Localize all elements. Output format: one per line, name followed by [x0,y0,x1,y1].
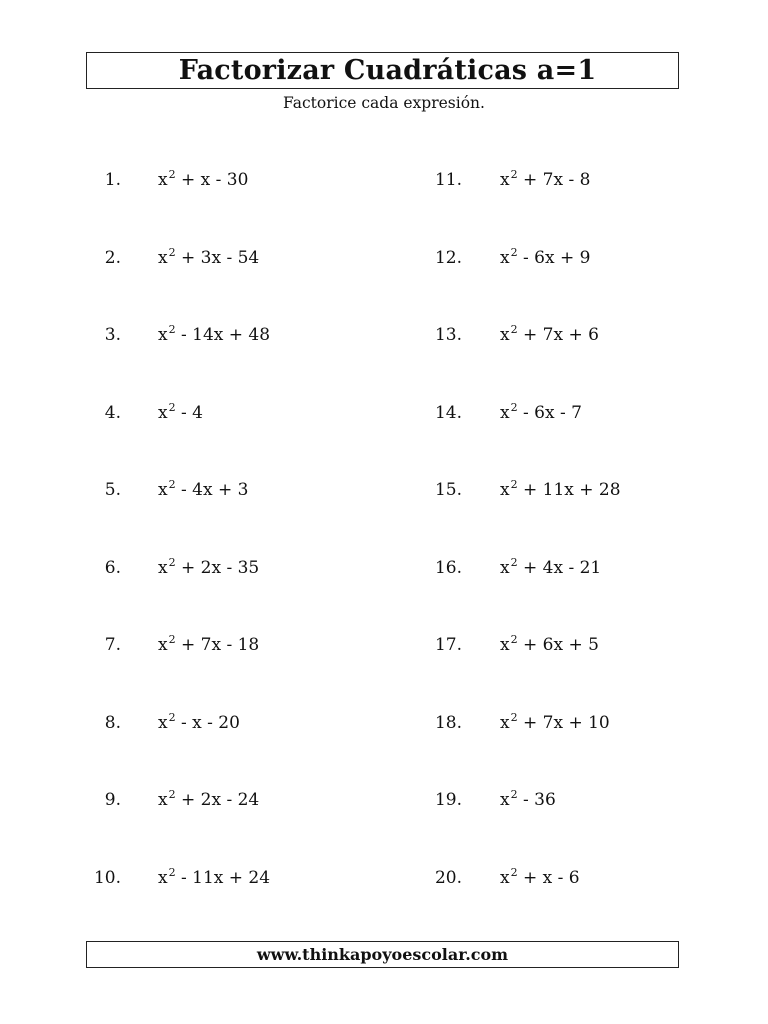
expression-terms: + 11x + 28 [517,480,621,500]
problem-expression [500,245,591,268]
problem-number: 4. [104,402,121,423]
problem-expression [500,170,590,190]
problem-item [0,865,768,892]
expression-base: x [158,170,168,190]
expression-base: x [158,402,168,423]
expression-terms: + x - 6 [517,867,580,888]
problem-expression [500,635,599,655]
problem-expression [500,555,602,578]
expression-terms: - x - 20 [175,712,240,733]
problem-number: 12. [434,247,462,268]
problem-item [0,400,768,427]
expression-exponent: 2 [168,478,176,491]
problem-number: 8. [104,712,121,733]
expression-terms: - 36 [517,790,556,810]
expression-base: x [158,247,168,268]
problem-number: 1. [104,170,121,190]
problem-number: 19. [434,790,462,810]
expression-base: x [500,867,510,888]
problem-item [0,635,768,659]
title-box [86,52,679,89]
problem-number: 16. [434,557,462,578]
expression-base: x [500,325,510,345]
problem-expression [500,710,610,733]
expression-base: x [500,480,510,500]
expression-terms: + 7x + 6 [517,325,599,345]
problem-number: 15. [434,480,462,500]
expression-base: x [500,170,510,190]
expression-base: x [158,790,168,810]
problem-number: 13. [434,325,462,345]
problem-expression [500,790,556,810]
expression-exponent: 2 [510,400,518,414]
expression-terms: + 6x + 5 [517,635,599,655]
expression-base: x [158,480,168,500]
expression-terms: - 4x + 3 [175,480,249,500]
expression-terms: - 11x + 24 [175,867,271,888]
expression-exponent: 2 [510,633,518,646]
expression-base: x [500,790,510,810]
problem-number: 5. [104,480,121,500]
problem-item [0,710,768,737]
expression-base: x [500,712,510,733]
expression-base: x [500,635,510,655]
problem-number: 11. [434,170,462,190]
problem-number: 17. [434,635,462,655]
expression-terms: + 3x - 54 [175,247,260,268]
expression-exponent: 2 [168,555,176,569]
expression-base: x [500,402,510,423]
expression-terms: + 2x - 24 [175,790,260,810]
expression-exponent: 2 [510,710,518,724]
expression-exponent: 2 [510,555,518,569]
expression-exponent: 2 [510,168,518,181]
website-footer: www.thinkapoyoescolar.com [256,945,509,964]
expression-base: x [158,635,168,655]
expression-base: x [500,557,510,578]
footer-box [86,941,679,968]
expression-terms: + 7x - 18 [175,635,260,655]
problem-number: 2. [104,247,121,268]
expression-terms: - 6x - 7 [517,402,582,423]
expression-exponent: 2 [168,865,176,879]
problem-item [0,555,768,582]
expression-exponent: 2 [510,245,518,259]
expression-terms: + 2x - 35 [175,557,260,578]
expression-base: x [158,557,168,578]
problem-item [0,480,768,504]
expression-terms: - 6x + 9 [517,247,591,268]
expression-terms: + 7x + 10 [517,712,610,733]
expression-base: x [158,712,168,733]
problem-number: 14. [434,402,462,423]
expression-exponent: 2 [168,245,176,259]
problem-item [0,325,768,349]
problem-number: 10. [93,867,121,888]
expression-exponent: 2 [168,323,176,336]
expression-base: x [158,867,168,888]
expression-terms: - 14x + 48 [175,325,271,345]
expression-base: x [500,247,510,268]
problem-expression [500,865,580,888]
problem-expression [500,480,621,500]
problem-number: 3. [104,325,121,345]
problem-number: 9. [104,790,121,810]
expression-terms: + 7x - 8 [517,170,591,190]
expression-exponent: 2 [510,788,518,801]
problem-item [0,790,768,814]
expression-exponent: 2 [168,788,176,801]
expression-exponent: 2 [168,400,176,414]
expression-terms: + 4x - 21 [517,557,602,578]
expression-exponent: 2 [168,710,176,724]
expression-terms: - 4 [175,402,203,423]
problem-number: 20. [434,867,462,888]
expression-base: x [158,325,168,345]
expression-exponent: 2 [168,168,176,181]
problem-number: 7. [104,635,121,655]
expression-terms: + x - 30 [175,170,249,190]
instructions: Factorice cada expresión. [283,94,485,112]
page-title: Factorizar Cuadráticas a=1 [178,55,597,86]
problem-expression [500,400,582,423]
problem-item [0,245,768,272]
problem-item [0,170,768,194]
expression-exponent: 2 [510,865,518,879]
problem-expression [500,325,599,345]
problem-number: 6. [104,557,121,578]
problem-number: 18. [434,712,462,733]
expression-exponent: 2 [168,633,176,646]
expression-exponent: 2 [510,478,518,491]
expression-exponent: 2 [510,323,518,336]
